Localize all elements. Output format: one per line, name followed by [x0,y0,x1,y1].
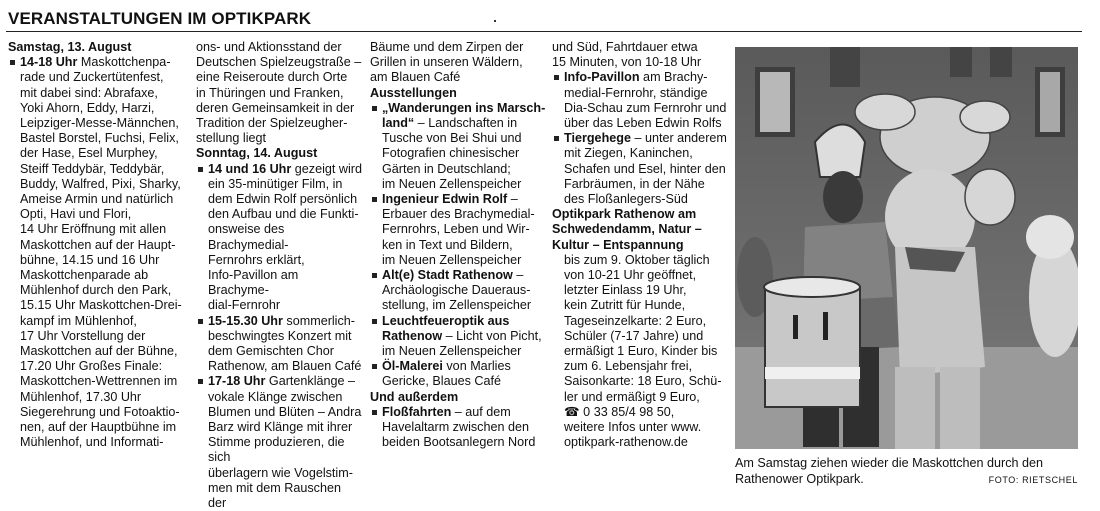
event-entry [196,314,362,329]
continued-text [552,40,728,70]
activity-continuation [552,146,728,207]
event-time: 14 und 16 Uhr [208,161,292,176]
venue-info-line: ermäßigt 1 Euro, Kinder bis [564,344,718,359]
exhibition-text: – Landschaften in [414,116,518,131]
text-line: bühne, 14.15 und 16 Uhr [20,252,160,267]
exhibition-continuation [370,374,552,389]
phone-line [552,405,728,420]
day-heading-saturday: Samstag, 13. August [8,40,132,54]
text-line: Fernrohrs, Leben und Wir- [382,222,530,237]
text-line: 15 Minuten, von 10-18 Uhr [552,55,702,70]
venue-info-line: kein Zutritt für Hunde, [564,298,686,313]
headline-rule [6,31,1082,32]
exhibition-continuation [370,344,552,359]
event-entry [8,55,186,70]
text-line: Maskottchen auf der Bühne, [20,344,178,359]
text-line: Deutschen Spielzeugstraße – [196,55,362,70]
exhibition-continuation [370,207,552,268]
exhibition-title-cont [370,329,552,344]
event-text: sommerlich- [282,313,355,328]
text-line: mit Ziegen, Kaninchen, [564,146,693,161]
text-line: mit dabei sind: Abrafaxe, [20,85,158,100]
text-line: Grillen in unseren Wäldern, [370,55,523,70]
event-continuation [196,329,362,375]
event-entry [196,374,362,389]
exhibition-title: Leuchtfeueroptik aus [382,313,510,328]
text-line: stellung liegt [196,131,267,146]
text-line: und Süd, Fahrtdauer etwa [552,40,698,54]
activity-text: – auf dem [451,404,511,419]
text-line: Mühlenhof, und Informati- [20,435,164,450]
exhibition-title: „Wanderungen ins Marsch- [382,100,546,115]
exhibition-title-cont [370,116,552,131]
text-line: 14 Uhr Eröffnung mit allen [20,222,167,237]
exhibition-continuation [370,283,552,313]
text-line: Buddy, Walfred, Pixi, Sharky, [20,176,181,191]
text-line: medial-Fernrohr, ständige [564,85,708,100]
text-line: im Neuen Zellenspeicher [382,252,522,267]
text-line: in Thüringen und Franken, [196,85,344,100]
activity-continuation [370,420,552,450]
activity-title: Info-Pavillon [564,70,640,85]
exhibition-title: Ingenieur Edwin Rolf [382,192,508,207]
event-time: 14-18 Uhr [20,55,78,70]
exhibition-title: land“ [382,116,415,131]
mascot-photo [735,47,1078,449]
venue-info-line: ler und ermäßigt 9 Euro, [564,389,700,404]
exhibition-entry [370,192,552,207]
text-line: Schafen und Esel, hinter den [564,161,726,176]
venue-info-line: Tageseinzelkarte: 2 Euro, [564,313,707,328]
venue-heading-line: Optikpark Rathenow am [552,207,697,222]
column-1 [8,40,186,450]
text-line: Fotografien chinesischer [382,146,520,161]
exhibition-entry [370,359,552,374]
text-line: Opti, Havi und Flori, [20,207,132,222]
event-text: Maskottchenpa- [77,55,171,70]
column-3 [370,40,552,450]
text-line: eine Reiseroute durch Orte [196,70,348,85]
column-2 [196,40,362,511]
venue-heading-line: Schwedendamm, Natur – [552,222,702,237]
text-line: men mit dem Rauschen der [208,480,341,511]
text-line: dem Edwin Rolf persönlich [208,192,358,207]
photo-caption: Am Samstag ziehen wieder die Maskottchen durch den Rathenower Optikpark. [735,456,1044,486]
text-line: stellung, im Zellenspeicher [382,298,532,313]
event-continuation [196,177,362,314]
text-line: im Neuen Zellenspeicher [382,344,522,359]
venue-heading [552,207,728,253]
text-line: Siegerehrung und Fotoaktio- [20,404,180,419]
text-line: Rathenow, am Blauen Café [208,359,362,374]
text-line: Bastel Borstel, Fuchsi, Felix, [20,131,179,146]
text-line: Mühlenhof durch den Park, [20,283,172,298]
venue-info-line: Saisonkarte: 18 Euro, Schü- [564,374,722,389]
website-text: weitere Infos unter www. [564,420,702,435]
text-line: Barz wird Klänge mit ihrer [208,420,353,435]
text-line: dem Gemischten Chor [208,344,334,359]
venue-info-line: von 10-21 Uhr geöffnet, [564,268,697,283]
event-time: 15-15.30 Uhr [208,313,283,328]
activity-title: Tiergehege [564,131,631,146]
continued-text [370,40,552,86]
text-line: Ameise Armin und natürlich [20,192,174,207]
venue-info-line: Schüler (7-17 Jahre) und [564,328,704,343]
venue-info-line: zum 6. Lebensjahr frei, [564,359,693,374]
text-line: Gärten in Deutschland; [382,161,511,176]
venue-info-line: bis zum 9. Oktober täglich [564,252,710,267]
continued-text [196,40,362,146]
venue-info-line: letzter Einlass 19 Uhr, [564,283,687,298]
exhibition-text: – [507,192,518,207]
exhibition-entry [370,101,552,116]
text-line: Yoki Ahorn, Eddy, Harzi, [20,100,155,115]
activity-title: Floßfahrten [382,404,452,419]
text-line: 17.20 Uhr Großes Finale: [20,359,163,374]
text-line: Blumen und Blüten – Andra [208,404,362,419]
text-line: Maskottchen-Wettrennen im [20,374,178,389]
text-line: vokale Klänge zwischen [208,389,343,404]
text-line: Gericke, Blaues Café [382,374,501,389]
exhibition-title: Öl-Malerei [382,359,443,374]
venue-info [552,253,728,405]
text-line: im Neuen Zellenspeicher [382,176,522,191]
text-line: ein 35-minütiger Film, in [208,176,343,191]
headline: VERANSTALTUNGEN IM OPTIKPARK [8,9,312,28]
text-line: rade und Zuckertütenfest, [20,70,164,85]
activity-entry [370,405,552,420]
text-line: Fernrohrs erklärt, [208,252,305,267]
text-line: Farbräumen, in der Nähe [564,176,705,191]
exhibition-title: Rathenow [382,328,443,343]
activity-entry [552,70,728,85]
text-line: ons- und Aktionsstand der [196,40,342,54]
text-line: den Aufbau und die Funkti- [208,207,359,222]
text-line: Erbauer des Brachymedial- [382,207,535,222]
text-line: Dia-Schau zum Fernrohr und [564,100,727,115]
section-heading-exhibitions: Ausstellungen [370,85,457,100]
text-line: der Hase, Esel Murphey, [20,146,158,161]
text-line: Mühlenhof, 17.30 Uhr [20,389,142,404]
phone-number: 0 33 85/4 98 50, [579,404,675,419]
text-line: beiden Bootsanlegern Nord [382,435,536,450]
text-line: Stimme produzieren, die sich [208,435,345,465]
activity-text: am Brachy- [639,70,708,85]
text-line: beschwingtes Konzert mit [208,328,352,343]
exhibition-continuation [370,131,552,192]
phone-icon: ☎ [564,404,580,419]
text-line: Leipziger-Messe-Männchen, [20,116,179,131]
exhibition-text: von Marlies [442,359,511,374]
column-4 [552,40,728,450]
venue-heading-line: Kultur – Entspannung [552,237,684,252]
exhibition-text: – Licht von Picht, [442,328,542,343]
text-line: ken in Text und Bildern, [382,237,513,252]
website-line [552,420,728,450]
text-line: 15.15 Uhr Maskottchen-Drei- [20,298,182,313]
activity-entry [552,131,728,146]
text-line: des Floßanlegers-Süd [564,192,688,207]
event-text: gezeigt wird [291,161,362,176]
text-line: überlagern wie Vogelstim- [208,465,353,480]
activity-continuation [552,86,728,132]
photo-illustration [735,47,1078,449]
text-line: nen, auf der Hauptbühne im [20,420,177,435]
text-line: über das Leben Edwin Rolfs [564,116,722,131]
text-line: onsweise des Brachymedial- [208,222,289,252]
day-heading-sunday: Sonntag, 14. August [196,146,318,161]
exhibition-entry [370,314,552,329]
text-line: 17 Uhr Vorstellung der [20,328,146,343]
exhibition-title: Alt(e) Stadt Rathenow [382,268,513,283]
text-line: Archäologische Daueraus- [382,283,531,298]
exhibition-text: – [512,268,524,283]
stray-dot [494,20,496,22]
text-line: am Blauen Café [370,70,461,85]
text-line: Tradition der Spielzeugher- [196,116,348,131]
text-line: deren Gemeinsamkeit in der [196,100,355,115]
exhibition-entry [370,268,552,283]
text-line: Tusche von Bei Shui und [382,131,522,146]
photo-credit: FOTO: RIETSCHEL [988,475,1078,485]
website-text: optikpark-rathenow.de [564,435,688,450]
text-line: dial-Fernrohr [208,298,281,313]
section-heading-also: Und außerdem [370,389,459,404]
text-line: Steiff Teddybär, Teddybär, [20,161,165,176]
text-line: Maskottchenparade ab [20,268,149,283]
text-line: Havelaltarm zwischen den [382,420,529,435]
event-text: Gartenklänge – [265,374,356,389]
event-entry [196,162,362,177]
text-line: kampf im Mühlenhof, [20,313,137,328]
text-line: Bäume und dem Zirpen der [370,40,524,54]
event-continuation [196,390,362,511]
event-time: 17-18 Uhr [208,374,266,389]
activity-text: – unter anderem [630,131,727,146]
text-line: Maskottchen auf der Haupt- [20,237,176,252]
event-continuation [8,70,186,450]
text-line: Info-Pavillon am Brachyme- [208,268,299,298]
